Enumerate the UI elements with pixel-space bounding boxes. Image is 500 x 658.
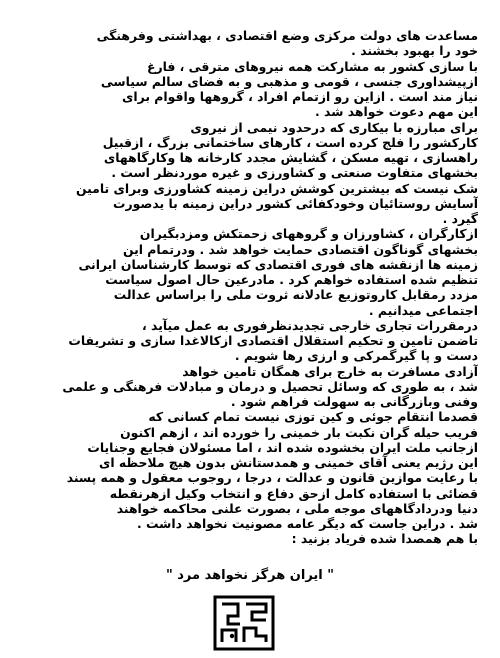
text-line: شد ، به طوری که وسائل تحصیل و درمان و مبادلات فرهنگی و علمی [62, 378, 478, 394]
text-line: ازکارگران ، کشاورزان و گروههای زحمتکش ومزدبگیران [139, 226, 478, 242]
text-line: کارکشور را فلج کرده است ، کارهای ساختمانی بزرگ ، ازقبیل [102, 134, 478, 150]
emblem-logo-icon [212, 594, 276, 652]
text-line: راهسازی ، تهیه مسکن ، گشایش مجدد کارخانه ها وکارگاههای [103, 150, 478, 165]
text-line: شک نیست که بیشترین کوشش دراین زمینه کشاورزی وبرای تامین [75, 180, 478, 196]
text-line: برای مبارزه با بیکاری که درحدود نیمی از نیروی [190, 119, 478, 135]
text-line: بخشهای گوناگون اقتصادی حمایت خواهد شد . ودرتمام این [122, 241, 478, 257]
text-line: قضائی با استفاده کامل ازحق دفاع و انتخاب وکیل ازهرنقطه [109, 485, 478, 501]
text-line: مساعدت های دولت مرکزی وضع اقتصادی ، بهداشتی وفرهنگی [96, 28, 478, 43]
text-line: دست و پا گیرگمرکی و ارزی رها شویم . [234, 348, 478, 364]
text-line: درمقررات تجاری خارجی تجدیدنظرفوری به عمل میآید ، [142, 317, 478, 333]
text-line: آسایش روستائیان وخودکفائی کشور دراین زمینه با یدصورت [113, 195, 478, 211]
text-line: زمینه ها ازنقشه های فوری اقتصادی که توسط کارشناسان ایرانی [78, 256, 478, 272]
text-line: بخشهای متفاوت صنعتی و کشاورزی و غیره موردنظر است . [111, 165, 478, 181]
text-line: با رعایت موازین قانون و عدالت ، درجا ، روجوب معقول و همه پسند [66, 470, 478, 486]
text-line: تنظیم شده استفاده خواهم کرد . مادرعین حال اصول سیاست [105, 272, 478, 287]
text-line: با هم همصدا شده فریاد بزنید : [291, 531, 478, 547]
text-line: آزادی مسافرت به خارج برای همگان تامین خواهد [182, 363, 478, 379]
text-line: اجتماعی میدانیم . [368, 302, 478, 318]
text-line: شد . دراین جاست که دیگر عامه مصونیت نخواهد داشت . [137, 516, 478, 531]
text-line: گیرد . [442, 211, 478, 226]
text-line: دنیا ودردادگاههای موجه ملی ، بصورت علنی محاکمه خواهند [116, 500, 478, 516]
text-line: تاضمن تامین و تحکیم استقلال اقتصادی ازکالاغدا سازی و تشریفات [68, 333, 478, 348]
text-line: این مهم دعوت خواهد شد . [315, 104, 478, 120]
text-line: قصدما انتقام جوئی و کین توزی نیست تمام کسانی که [148, 409, 478, 425]
text-line: نیاز مند است . ازاین رو ازتمام افراد ، گروهها واقوام برای [122, 89, 478, 104]
text-line: خود را بهبود بخشند . [351, 43, 478, 59]
text-line: با سازی کشور به مشارکت همه نیروهای مترقی ، فارغ [146, 58, 478, 74]
text-line: ازپیشداوری جنسی ، قومی و مذهبی و به فضای سالم سیاسی [100, 73, 478, 89]
text-line: فریب حیله گران نکبت بار خمینی را خورده اند ، ازهم اکنون [120, 424, 478, 440]
text-line: ازجانب ملت ایران بخشوده شده اند ، اما مسئولان فجایع وجنایات [87, 439, 478, 455]
text-line: این رژیم یعنی آقای خمینی و همدستانش بدون هیچ ملاحظه ای [98, 455, 478, 470]
text-line: وفنی وبازرگانی به سهولت فراهم شود . [230, 394, 478, 409]
closing-slogan: " ایران هرگز نخواهد مرد " [165, 568, 335, 583]
body-text [40, 28, 478, 547]
text-line: مزدد رمقابل کاروتوزیع عادلانه ثروت ملی را براساس عدالت [113, 287, 478, 303]
